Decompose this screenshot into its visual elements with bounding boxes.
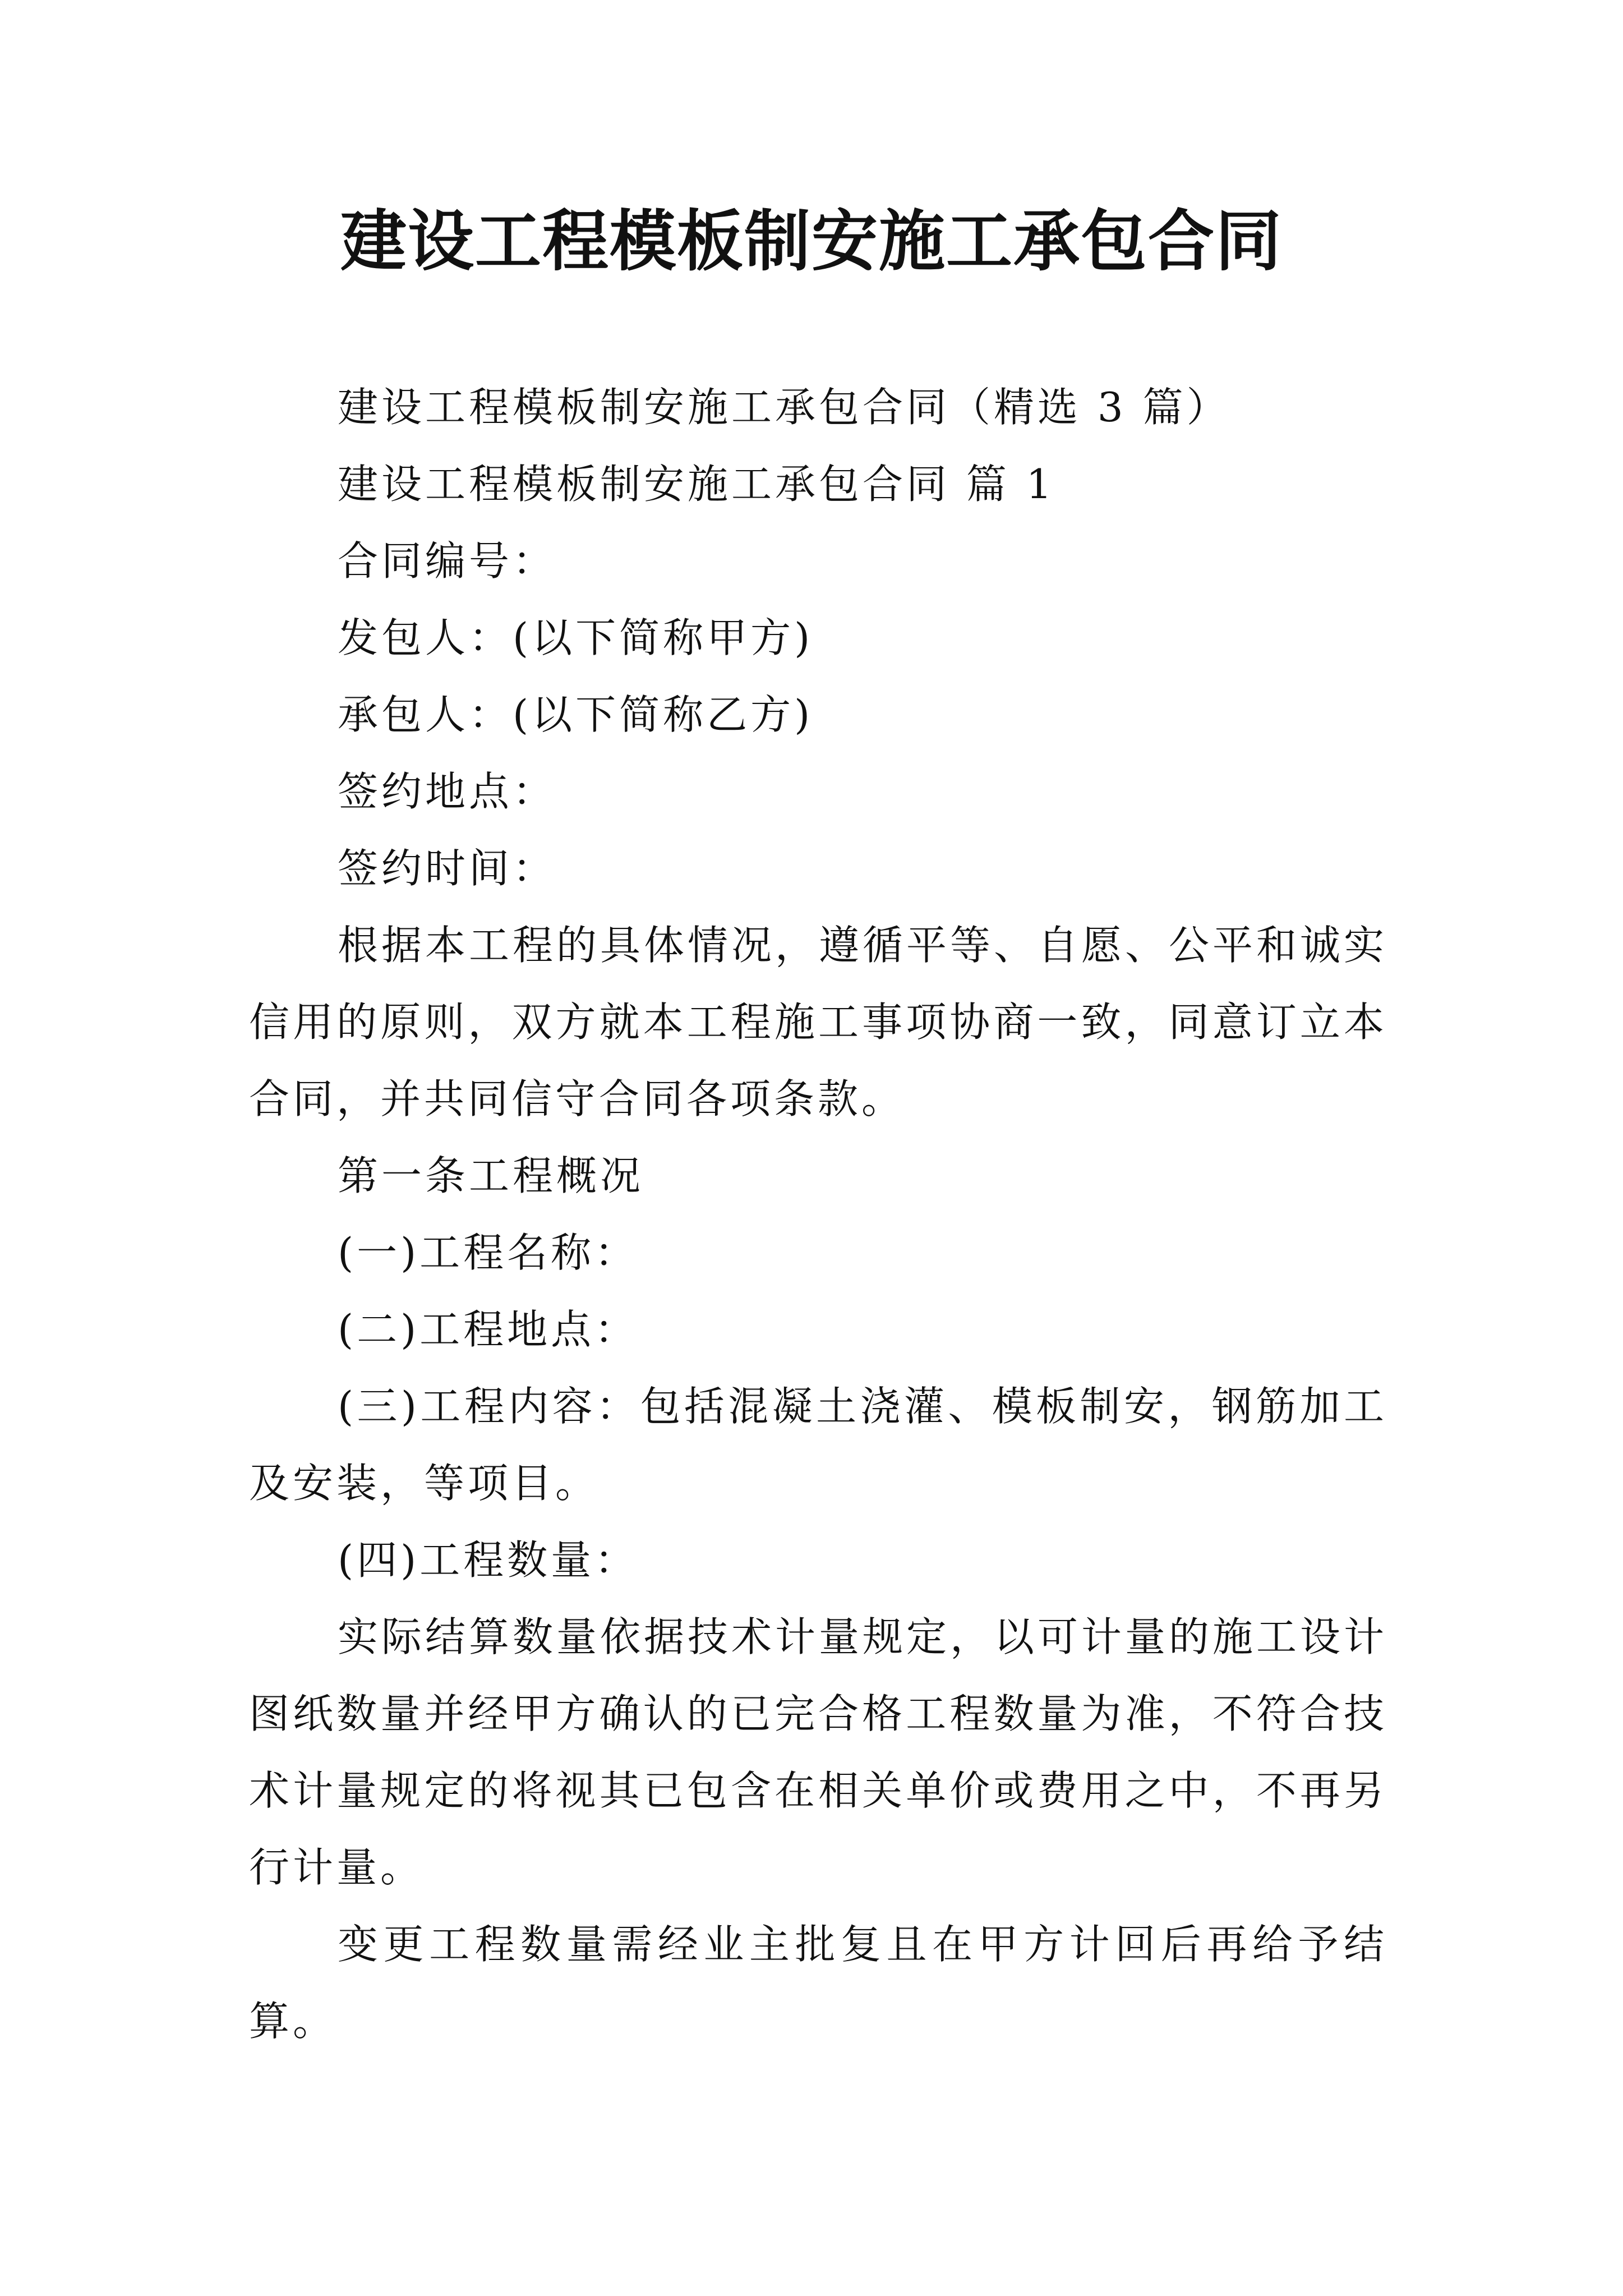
- paragraph-contract-number: 合同编号：: [338, 537, 557, 585]
- paragraph-subtitle: 建设工程模板制安施工承包合同（精选 3 篇）: [338, 384, 1230, 431]
- paragraph-variation-rule: 变更工程数量需经业主批复且在甲方计回后再给予结算。: [249, 1921, 1387, 2045]
- document-title: 建设工程模板制安施工承包合同: [340, 202, 1283, 280]
- document-body: [249, 369, 1387, 2060]
- paragraph-settlement-rule: 实际结算数量依据技术计量规定，以可计量的施工设计图纸数量并经甲方确认的已完合格工程数量为准，不符合技术计量规定的将视其已包含在相关单价或费用之中，不再另行计量。: [249, 1613, 1388, 1891]
- paragraph-preamble: 根据本工程的具体情况，遵循平等、自愿、公平和诚实信用的原则，双方就本工程施工事项协商一致，同意订立本合同，并共同信守合同各项条款。: [249, 922, 1388, 1122]
- paragraph-contractor: 承包人：(以下简称乙方): [338, 691, 814, 738]
- paragraph-section-heading: 建设工程模板制安施工承包合同 篇 1: [338, 461, 1055, 508]
- paragraph-project-content: (三)工程内容：包括混凝土浇灌、模板制安，钢筋加工及安装，等项目。: [249, 1383, 1387, 1507]
- paragraph-signing-place: 签约地点：: [338, 768, 557, 815]
- paragraph-signing-time: 签约时间：: [338, 845, 557, 892]
- paragraph-project-location: (二)工程地点：: [338, 1306, 639, 1353]
- paragraph-article-one: 第一条工程概况: [338, 1152, 644, 1199]
- paragraph-employer: 发包人：(以下简称甲方): [338, 614, 814, 661]
- paragraph-project-quantity: (四)工程数量：: [338, 1536, 639, 1584]
- paragraph-project-name: (一)工程名称：: [338, 1229, 639, 1276]
